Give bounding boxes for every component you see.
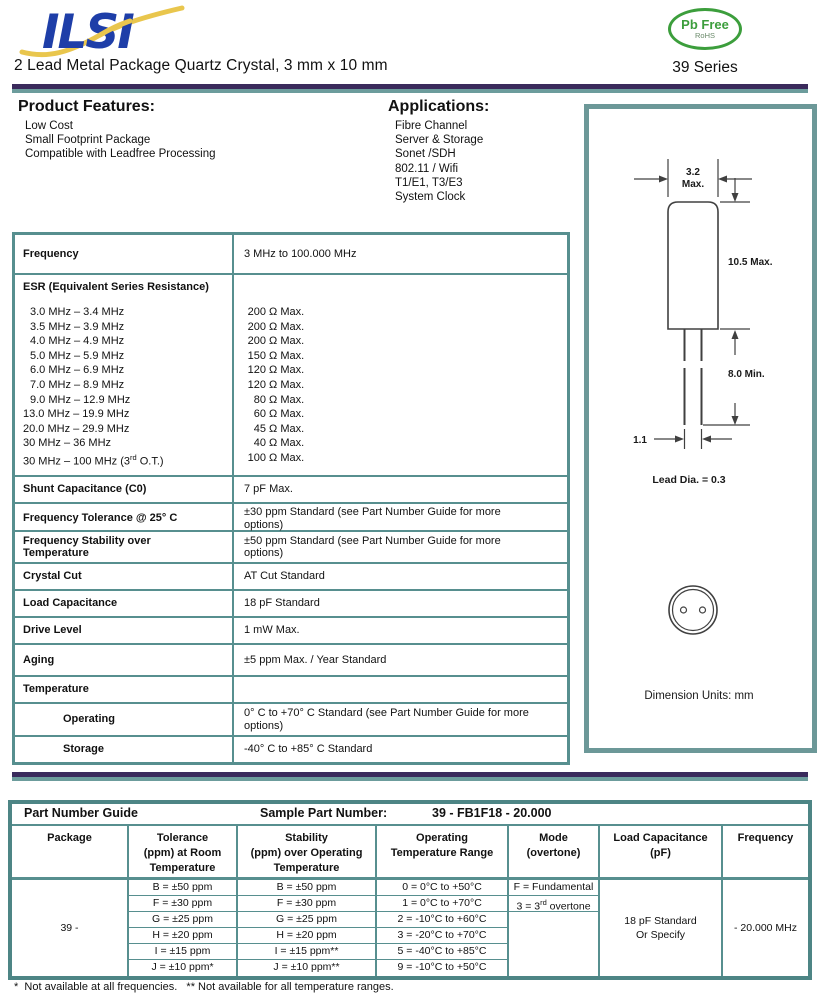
spec-label: Aging — [23, 653, 55, 666]
column-header-line: (ppm) at Room — [143, 847, 222, 859]
esr-frequency-range: 30 MHz – 36 MHz — [23, 437, 112, 450]
part-number-guide-header — [12, 804, 808, 826]
esr-frequency-range: 3.0 MHz – 3.4 MHz — [30, 306, 125, 318]
spec-row — [15, 643, 567, 675]
package-dimension-drawing — [589, 109, 812, 748]
esr-resistance-value: 80 Ω Max. — [253, 393, 305, 406]
column-header-line: Package — [47, 832, 92, 844]
header-divider — [12, 84, 808, 93]
stability-option: I = ±15 ppm** — [238, 944, 375, 960]
mode-option: F = Fundamental — [509, 880, 598, 896]
lead-pitch-label: 1.1 — [633, 435, 647, 446]
pb-free-badge — [668, 8, 742, 50]
load-capacitance-cell — [600, 880, 723, 976]
spec-label-cell — [15, 737, 234, 762]
part-number-guide-table — [8, 800, 812, 980]
operating-temperature-option: 9 = -10°C to +50°C — [397, 961, 487, 973]
spec-value-cell — [234, 275, 567, 475]
esr-resistance-value: 120 Ω Max. — [247, 378, 305, 391]
spec-value-cell: 0° C to +70° C Standard (see Part Number Guide for more options) — [244, 707, 529, 732]
spec-label-cell — [15, 591, 234, 616]
spec-value-cell: 18 pF Standard — [244, 597, 320, 610]
bottom-view — [669, 586, 717, 634]
spec-label: Load Capacitance — [23, 597, 118, 610]
column-header — [129, 826, 238, 877]
esr-resistance-value: 200 Ω Max. — [247, 306, 305, 318]
lead-pins — [685, 329, 702, 425]
section-divider — [12, 772, 808, 781]
spec-row — [15, 616, 567, 643]
column-header-line: Frequency — [737, 832, 794, 844]
spec-value-cell: ±5 ppm Max. / Year Standard — [244, 653, 387, 666]
esr-frequency-range: 30 MHz – 100 MHz (3rd O.T.) — [23, 452, 164, 468]
stability-option: H = ±20 ppm — [238, 928, 375, 944]
column-header — [238, 826, 377, 877]
column-header-line: Temperature — [273, 862, 340, 874]
rohs-label: RoHS — [694, 31, 715, 40]
document-title: 2 Lead Metal Package Quartz Crystal, 3 mm x 10 mm — [14, 57, 388, 74]
spec-value-cell: 3 MHz to 100.000 MHz — [244, 247, 357, 260]
spec-value-cell: AT Cut Standard — [244, 570, 325, 583]
stability-option: J = ±10 ppm** — [273, 961, 340, 973]
spec-label: Frequency Stability over Temperature — [23, 534, 151, 560]
spec-label-cell — [15, 504, 234, 533]
column-header — [600, 826, 723, 877]
width-dimension-lines — [634, 159, 752, 197]
part-number-guide-body — [12, 880, 808, 976]
column-header — [723, 826, 808, 877]
esr-resistance-value: 60 Ω Max. — [253, 408, 305, 421]
tolerance-option: F = ±30 ppm — [129, 896, 236, 912]
footnotes: * Not available at all frequencies. ** Not available for all temperature ranges. — [14, 981, 394, 993]
spec-row — [15, 589, 567, 616]
tolerance-option: G = ±25 ppm — [129, 912, 236, 928]
extension-lines — [703, 202, 750, 425]
series-label: 39 Series — [672, 59, 738, 76]
part-number-guide-title: Part Number Guide — [24, 806, 138, 820]
esr-resistance-value: 40 Ω Max. — [253, 437, 305, 450]
spec-row — [15, 735, 567, 762]
esr-resistance-value: 200 Ω Max. — [247, 320, 305, 333]
column-header-line: Temperature — [149, 862, 216, 874]
application-item: 802.11 / Wifi — [395, 162, 459, 175]
esr-resistance-value: 200 Ω Max. — [247, 335, 305, 348]
spec-label: Frequency — [23, 247, 79, 260]
column-header — [509, 826, 600, 877]
esr-frequency-range: 9.0 MHz – 12.9 MHz — [30, 393, 131, 406]
column-header — [12, 826, 129, 877]
sample-part-number-value: 39 - FB1F18 - 20.000 — [432, 806, 552, 820]
product-features-heading: Product Features: — [18, 98, 155, 115]
spec-row — [15, 530, 567, 562]
spec-label-cell — [15, 704, 234, 735]
spec-row — [15, 562, 567, 589]
spec-label: Frequency Tolerance @ 25° C — [23, 512, 178, 525]
spec-label: Operating — [63, 713, 115, 726]
column-header-line: Tolerance — [156, 832, 209, 844]
column-header-line: (overtone) — [526, 847, 581, 859]
operating-temperature-column — [377, 880, 509, 976]
esr-frequency-range: 5.0 MHz – 5.9 MHz — [30, 349, 125, 362]
spec-label: Temperature — [23, 683, 89, 696]
spec-label-cell — [15, 477, 234, 502]
feature-item: Small Footprint Package — [25, 134, 151, 147]
esr-resistance-value: 45 Ω Max. — [253, 422, 305, 435]
application-item: T1/E1, T3/E3 — [395, 176, 463, 189]
column-header-line: (ppm) over Operating — [250, 847, 363, 859]
spec-row — [15, 502, 567, 530]
body-length-label: 10.5 Max. — [728, 257, 773, 268]
stability-column — [238, 880, 377, 976]
applications-list — [388, 119, 489, 204]
tolerance-column — [129, 880, 238, 976]
column-header-line: Load Capacitance — [613, 832, 708, 844]
spec-label-cell — [15, 564, 234, 589]
operating-temperature-option: 3 = -20°C to +70°C — [377, 928, 507, 944]
spec-row — [15, 235, 567, 273]
esr-frequency-range: 6.0 MHz – 6.9 MHz — [30, 364, 125, 377]
esr-resistance-value: 100 Ω Max. — [247, 451, 305, 464]
spec-value-cell: ±50 ppm Standard (see Part Number Guide for more options) — [244, 534, 501, 560]
esr-resistance-value: 120 Ω Max. — [247, 364, 305, 377]
application-item: Fibre Channel — [395, 120, 468, 132]
spec-row — [15, 675, 567, 702]
spec-value-cell — [234, 677, 567, 702]
dimension-drawing-panel — [584, 104, 817, 753]
feature-item: Compatible with Leadfree Processing — [25, 148, 216, 161]
applications-heading: Applications: — [388, 98, 490, 115]
spec-label: Drive Level — [23, 624, 82, 637]
column-header-line: Mode — [539, 832, 568, 844]
pb-free-label: Pb Free — [681, 17, 729, 32]
load-capacitance-line: Or Specify — [635, 929, 685, 941]
lead-dia-label: Lead Dia. = 0.3 — [652, 474, 726, 486]
part-number-guide-column-headers — [12, 826, 808, 880]
frequency-cell — [723, 880, 808, 976]
feature-item: Low Cost — [25, 120, 73, 132]
spec-label-cell — [15, 532, 234, 562]
esr-frequency-range: 13.0 MHz – 19.9 MHz — [23, 408, 130, 421]
spec-value-cell: 7 pF Max. — [244, 483, 293, 496]
ilsi-logo — [18, 2, 188, 58]
spec-label-cell — [15, 235, 234, 273]
spec-label: Storage — [63, 743, 104, 756]
sample-part-number-label: Sample Part Number: — [260, 806, 388, 820]
spec-label-cell — [15, 677, 234, 702]
spec-label: Crystal Cut — [23, 570, 82, 583]
applications-section — [388, 98, 489, 204]
logo-text: ILSI — [42, 5, 133, 58]
mode-column — [509, 880, 600, 976]
crystal-can-outline — [668, 202, 718, 329]
load-capacitance-line: 18 pF Standard — [624, 915, 697, 927]
product-features-list — [18, 119, 216, 162]
operating-temperature-option: 2 = -10°C to +60°C — [377, 912, 507, 928]
column-header-line: (pF) — [650, 847, 671, 859]
column-header-line: Stability — [285, 832, 328, 844]
spec-row — [15, 702, 567, 735]
operating-temperature-option: 5 = -40°C to +85°C — [377, 944, 507, 960]
spec-value-cell: 1 mW Max. — [244, 624, 300, 637]
application-item: Sonet /SDH — [395, 148, 456, 161]
lead-pitch-lines — [654, 429, 732, 449]
mode-column-filler — [509, 912, 598, 976]
esr-resistance-value: 150 Ω Max. — [247, 349, 305, 362]
package-code-cell — [12, 880, 129, 976]
spec-label-cell — [15, 275, 234, 475]
package-code: 39 - — [60, 922, 79, 934]
spec-row — [15, 273, 567, 475]
spec-value-cell: -40° C to +85° C Standard — [244, 743, 373, 756]
column-header-line: Temperature Range — [390, 847, 494, 859]
esr-frequency-range: 7.0 MHz – 8.9 MHz — [30, 378, 125, 391]
spec-value-cell: ±30 ppm Standard (see Part Number Guide for more options) — [244, 506, 501, 531]
column-header — [377, 826, 509, 877]
mode-option: 3 = 3rd overtone — [509, 896, 598, 912]
spec-row — [15, 475, 567, 502]
width-dim-label-value: 3.2 — [686, 167, 700, 178]
operating-temperature-option: 0 = 0°C to +50°C — [377, 880, 507, 896]
frequency-value: - 20.000 MHz — [733, 922, 798, 934]
application-item: System Clock — [395, 191, 466, 204]
tolerance-option: J = ±10 ppm* — [151, 961, 214, 973]
tolerance-option: I = ±15 ppm — [129, 944, 236, 960]
esr-frequency-range: 20.0 MHz – 29.9 MHz — [23, 422, 130, 435]
spec-label: Shunt Capacitance (C0) — [23, 483, 147, 496]
lead-length-label: 8.0 Min. — [728, 369, 765, 380]
width-dim-label-max: Max. — [681, 179, 705, 190]
stability-option: B = ±50 ppm — [238, 880, 375, 896]
application-item: Server & Storage — [395, 134, 484, 147]
esr-section-label: ESR (Equivalent Series Resistance) — [23, 281, 209, 293]
product-features-section — [18, 98, 216, 162]
tolerance-option: H = ±20 ppm — [129, 928, 236, 944]
dimension-units-label: Dimension Units: mm — [644, 690, 754, 702]
spec-label-cell — [15, 618, 234, 643]
spec-label-cell — [15, 645, 234, 675]
specification-table — [12, 232, 570, 765]
column-header-line: Operating — [416, 832, 468, 844]
stability-option: G = ±25 ppm — [238, 912, 375, 928]
esr-frequency-range: 3.5 MHz – 3.9 MHz — [30, 320, 125, 333]
stability-option: F = ±30 ppm — [238, 896, 375, 912]
operating-temperature-option: 1 = 0°C to +70°C — [377, 896, 507, 912]
esr-frequency-range: 4.0 MHz – 4.9 MHz — [30, 335, 125, 348]
tolerance-option: B = ±50 ppm — [129, 880, 236, 896]
